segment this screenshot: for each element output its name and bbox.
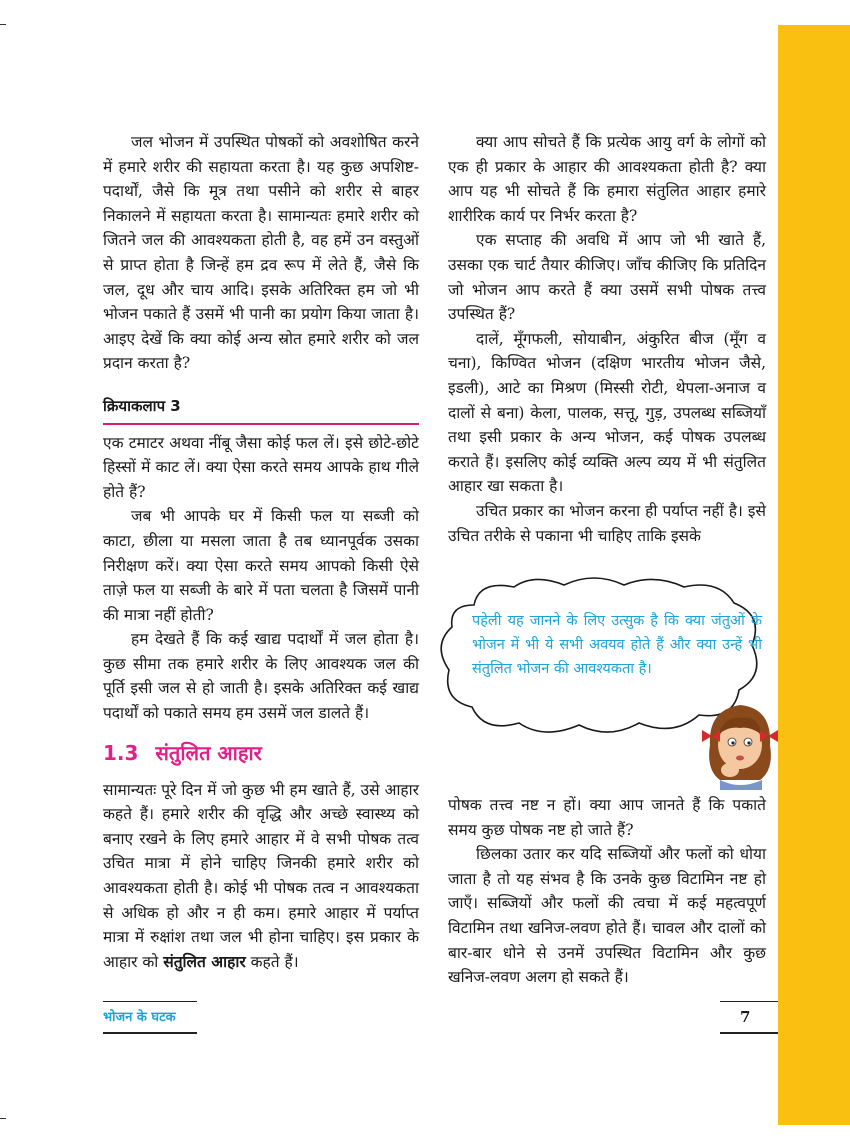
footer-rule — [720, 1001, 778, 1002]
activity-paragraph: जब भी आपके घर में किसी फल या सब्जी को काटा, छीला या मसला जाता है तब ध्यानपूर्वक उसका निरीक्षण करें। क्या ऐसा करते समय आपको किसी ऐसे ताज़े फल या सब्जी के बारे में पता चलता है जिसमें पानी की मात्रा नहीं होती? — [103, 507, 419, 624]
paragraph-nutrient-loss: पोषक तत्त्व नष्ट न हों। क्या आप जानते हैं कि पकाते समय कुछ पोषक नष्ट हो जाते हैं? — [448, 796, 766, 839]
section-title: संतुलित आहार — [155, 740, 262, 765]
key-term: संतुलित आहार — [163, 951, 246, 971]
chapter-title: भोजन के घटक — [103, 1010, 176, 1025]
activity-paragraph: एक टमाटर अथवा नींबू जैसा कोई फल लें। इसे छोटे-छोटे हिस्सों में काट लें। क्या ऐसा करते समय आपके हाथ गीले होते हैं? — [103, 433, 419, 501]
paragraph-washing: छिलका उतार कर यदि सब्जियों और फलों को धोया जाता है तो यह संभव है कि उनके कुछ विटामिन नष्ट हो जाएँ। सब्जियों और फलों की त्वचा में कई महत्वपूर्ण विटामिन तथा खनिज-लवण होते हैं। चावल और दालों को बार-बार धोने से उनमें उपस्थित विटामिन और कुछ खनिज-लवण अलग हो सकते हैं। — [448, 845, 766, 987]
paragraph-food-sources: दालें, मूँगफली, सोयाबीन, अंकुरित बीज (मूँग व चना), किण्वित भोजन (दक्षिण भारतीय भोजन जैसे, इडली), आटे का मिश्रण (मिस्सी रोटी, थेपला-अनाज व दालों से बना) केला, पालक, सत्तू, गुड़, उपलब्ध सब्जियाँ तथा इसी प्रकार के अन्य भोजन, कई पोषक उपलब्ध कराते हैं। इसलिए कोई व्यक्ति अल्प व्यय में भी संतुलित आहार खा सकता है। — [448, 329, 766, 496]
definition-text: सामान्यतः पूरे दिन में जो कुछ भी हम खाते हैं, उसे आहार कहते हैं। हमारे शरीर की वृद्धि और अच्छे स्वास्थ्य को बनाए रखने के लिए हमारे आहार में वे सभी पोषक तत्व उचित मात्रा में होने चाहिए जिनकी हमारे शरीर को आवश्यकता होती है। कोई भी पोषक तत्व न आवश्यकता से अधिक हो और न ही कम। हमारे आहार में पर्याप्त मात्रा में रुक्षांश तथा जल भी होना चाहिए। इस प्रकार के आहार को — [103, 780, 419, 971]
girl-illustration — [690, 690, 790, 790]
right-column-lower — [448, 793, 766, 990]
page-number: 7 — [740, 1008, 751, 1026]
paragraph-water-function: जल भोजन में उपस्थित पोषकों को अवशोषित करने में हमारे शरीर की सहायता करता है। यह कुछ अपशिष्ट-पदार्थों, जैसे कि मूत्र तथा पसीने को शरीर से बाहर निकालने में सहायता करता है। सामान्यतः हमारे शरीर को जितने जल की आवश्यकता होती है, वह हमें उन वस्तुओं से प्राप्त होता है जिन्हें हम द्रव रूप में लेते हैं, जैसे कि जल, दूध और चाय आदि। इसके अतिरिक्त हम जो भी भोजन पकाते हैं उसमें भी पानी का प्रयोग किया जाता है। आइए देखें कि क्या कोई अन्य स्रोत हमारे शरीर को जल प्रदान करता है? — [103, 133, 419, 373]
activity-paragraph: हम देखते हैं कि कई खाद्य पदार्थों में जल होता है। कुछ सीमा तक हमारे शरीर के लिए आवश्यक जल की पूर्ति इसी जल से हो जाती है। इसके अतिरिक्त कई खाद्य पदार्थों को पकाते समय हम उसमें जल डालते हैं। — [103, 630, 419, 723]
crop-mark — [0, 1118, 6, 1119]
footer-rule — [103, 1032, 197, 1034]
left-column — [103, 130, 419, 974]
activity-heading: क्रियाकलाप 3 — [103, 382, 419, 425]
footer-rule — [720, 1032, 778, 1034]
paragraph-cooking: उचित प्रकार का भोजन करना ही पर्याप्त नहीं है। इसे उचित तरीके से पकाना भी चाहिए ताकि इसके — [448, 501, 766, 545]
crop-mark — [0, 24, 6, 25]
footer-rule — [103, 1001, 197, 1002]
paragraph-diet-question: क्या आप सोचते हैं कि प्रत्येक आयु वर्ग के लोगों को एक ही प्रकार के आहार की आवश्यकता होती है? क्या आप यह भी सोचते हैं कि हमारा संतुलित आहार हमारे शारीरिक कार्य पर निर्भर करता है? — [448, 133, 766, 225]
paragraph-chart-task: एक सप्ताह की अवधि में आप जो भी खाते हैं, उसका एक चार्ट तैयार कीजिए। जाँच कीजिए कि प्रतिदिन जो भोजन आप करते हैं क्या उसमें सभी पोषक तत्त्व उपस्थित हैं? — [448, 231, 766, 324]
definition-text-end: कहते हैं। — [250, 952, 299, 971]
right-column — [448, 130, 766, 548]
bubble-caption: पहेली यह जानने के लिए उत्सुक है कि क्या जंतुओं के भोजन में भी ये सभी अवयव होते हैं और क्या उन्हें भी संतुलित भोजन की आवश्यकता है। — [472, 613, 762, 677]
section-number: 1.3 — [103, 740, 139, 765]
balanced-diet-definition — [103, 778, 419, 975]
section-heading — [103, 738, 419, 768]
page-edge-color-bar — [778, 25, 850, 1125]
